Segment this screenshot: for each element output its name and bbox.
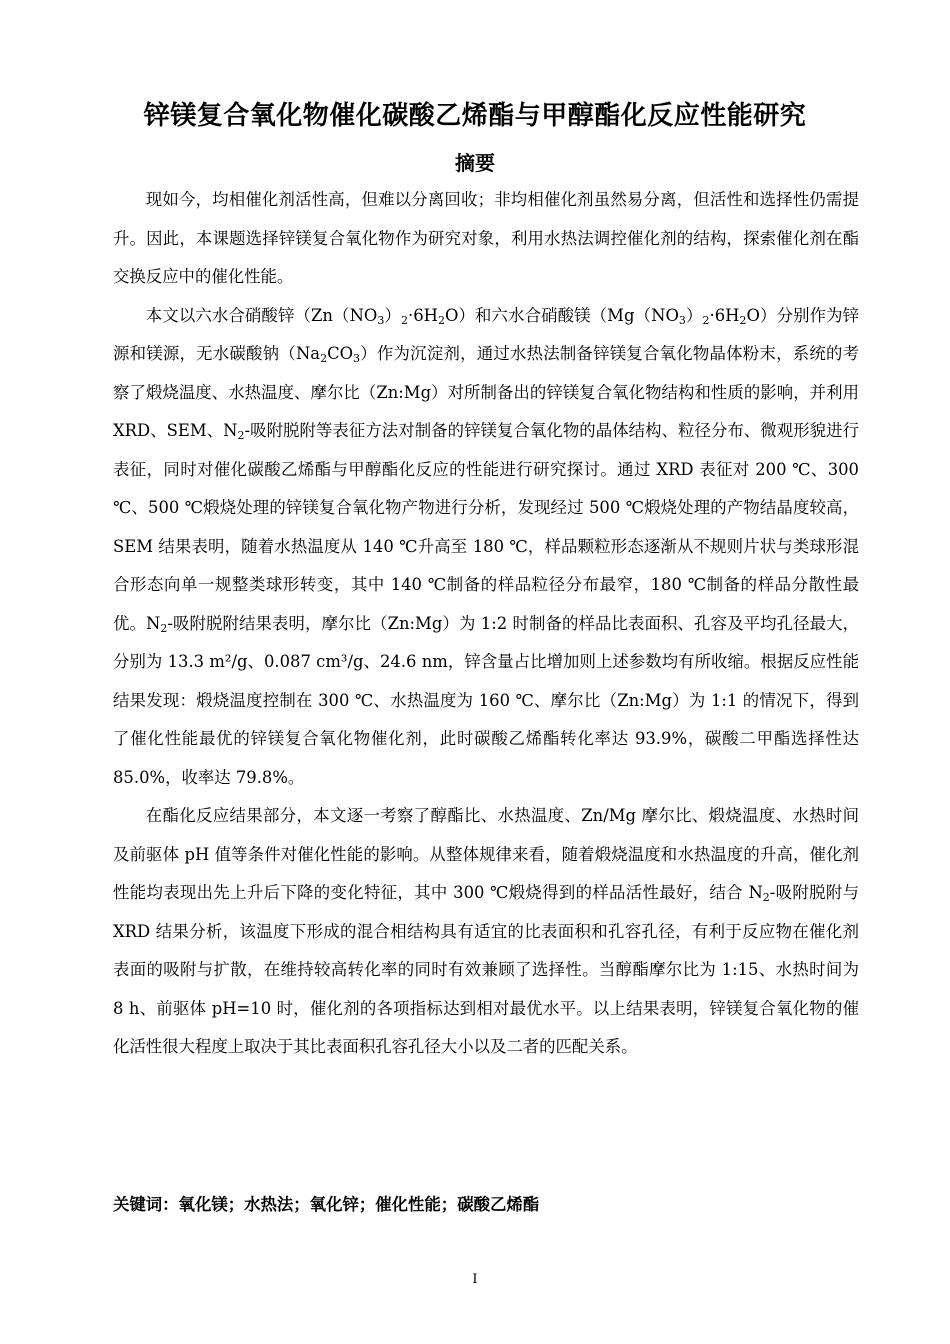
page-number: I (472, 1272, 478, 1287)
abstract-paragraph: 在酯化反应结果部分，本文逐一考察了醇酯比、水热温度、Zn/Mg 摩尔比、煅烧温度、水热时间及前驱体 pH 值等条件对催化性能的影响。从整体规律来看，随着煅烧温度和水热温度的升高，催化剂性能均表现出先上升后下降的变化特征，其中 300 ℃煅烧得到的样品活性最好，结合 $N_2-$吸附脱附与 XRD 结果分析，该温度下形成的混合相结构具有适宜的比表面积和孔容孔径，有利于反应物在催化剂表面的吸附与扩散，在维持较高转化率的同时有效兼顾了选择性。当醇酯摩尔比为 1:15、水热时间为 8 h、前驱体 pH=10 时，催化剂的各项指标达到相对最优水平。以上结果表明，锌镁复合氧化物的催化活性很大程度上取决于其比表面积孔容孔径大小以及二者的匹配关系。 (113, 806, 859, 1056)
subscript-text: 2 (237, 429, 245, 442)
keywords-line: 关键词：氧化镁；水热法；氧化锌；催化性能；碳酸乙烯酯 (113, 1195, 540, 1214)
abstract-body (113, 181, 859, 1067)
subscript-text: 3 (353, 352, 361, 365)
subscript-text: 2 (762, 891, 770, 904)
subscript-text: 2 (401, 313, 409, 327)
subscript-text: 2 (320, 352, 328, 365)
paper-title: 锌镁复合氧化物催化碳酸乙烯酯与甲醇酯化反应性能研究 (143, 101, 807, 131)
subscript-text: 3 (678, 313, 686, 327)
subscript-text: 3 (377, 313, 385, 327)
subscript-text: 2 (437, 313, 445, 327)
subscript-text: 2 (160, 621, 168, 635)
abstract-heading: 摘要 (455, 151, 495, 175)
subscript-text: 2 (702, 313, 710, 327)
subscript-text: 2 (739, 313, 747, 327)
abstract-paragraph: 现如今，均相催化剂活性高，但难以分离回收；非均相催化剂虽然易分离，但活性和选择性仍需提升。因此，本课题选择锌镁复合氧化物作为研究对象，利用水热法调控催化剂的结构，探索催化剂在酯交换反应中的催化性能。 (113, 190, 859, 286)
abstract-paragraph: 本文以六水合硝酸锌$(Zn(NO_3)_2\cdot 6H_2O)$和六水合硝酸镁$(Mg(NO_3)_2\cdot 6H_2O)$分别作为锌源和镁源，无水碳酸钠$(Na_2CO_3)$作为沉淀剂，通过水热法制备锌镁复合氧化物晶体粉末，系统的考察了煅烧温度、水热温度、摩尔比（Zn:Mg）对所制备出的锌镁复合氧化物结构和性质的影响，并利用 XRD、SEM、$N_2-$吸附脱附等表征方法对制备的锌镁复合氧化物的晶体结构、粒径分布、微观形貌进行表征，同时对催化碳酸乙烯酯与甲醇酯化反应的性能进行研究探讨。通过 XRD 表征对 200 ℃、300 ℃、500 ℃煅烧处理的锌镁复合氧化物产物进行分析，发现经过 500 ℃煅烧处理的产物结晶度较高，SEM 结果表明，随着水热温度从 140 ℃升高至 180 ℃，样品颗粒形态逐渐从不规则片状与类球形混合形态向单一规整类球形转变，其中 140 ℃制备的样品粒径分布最窄，180 ℃制备的样品分散性最优。$N_2-$吸附脱附结果表明，摩尔比（Zn:Mg）为 1:2 时制备的样品比表面积、孔容及平均孔径最大，分别为 13.3 m²/g、0.087 cm³/g、24.6 nm，锌含量占比增加则上述参数均有所收缩。根据反应性能结果发现：煅烧温度控制在 300 ℃、水热温度为 160 ℃、摩尔比（Zn:Mg）为 1:1 的情况下，得到了催化性能最优的锌镁复合氧化物催化剂，此时碳酸乙烯酯转化率达 93.9%，碳酸二甲酯选择性达 85.0%，收率达 79.8%。 (113, 305, 860, 787)
